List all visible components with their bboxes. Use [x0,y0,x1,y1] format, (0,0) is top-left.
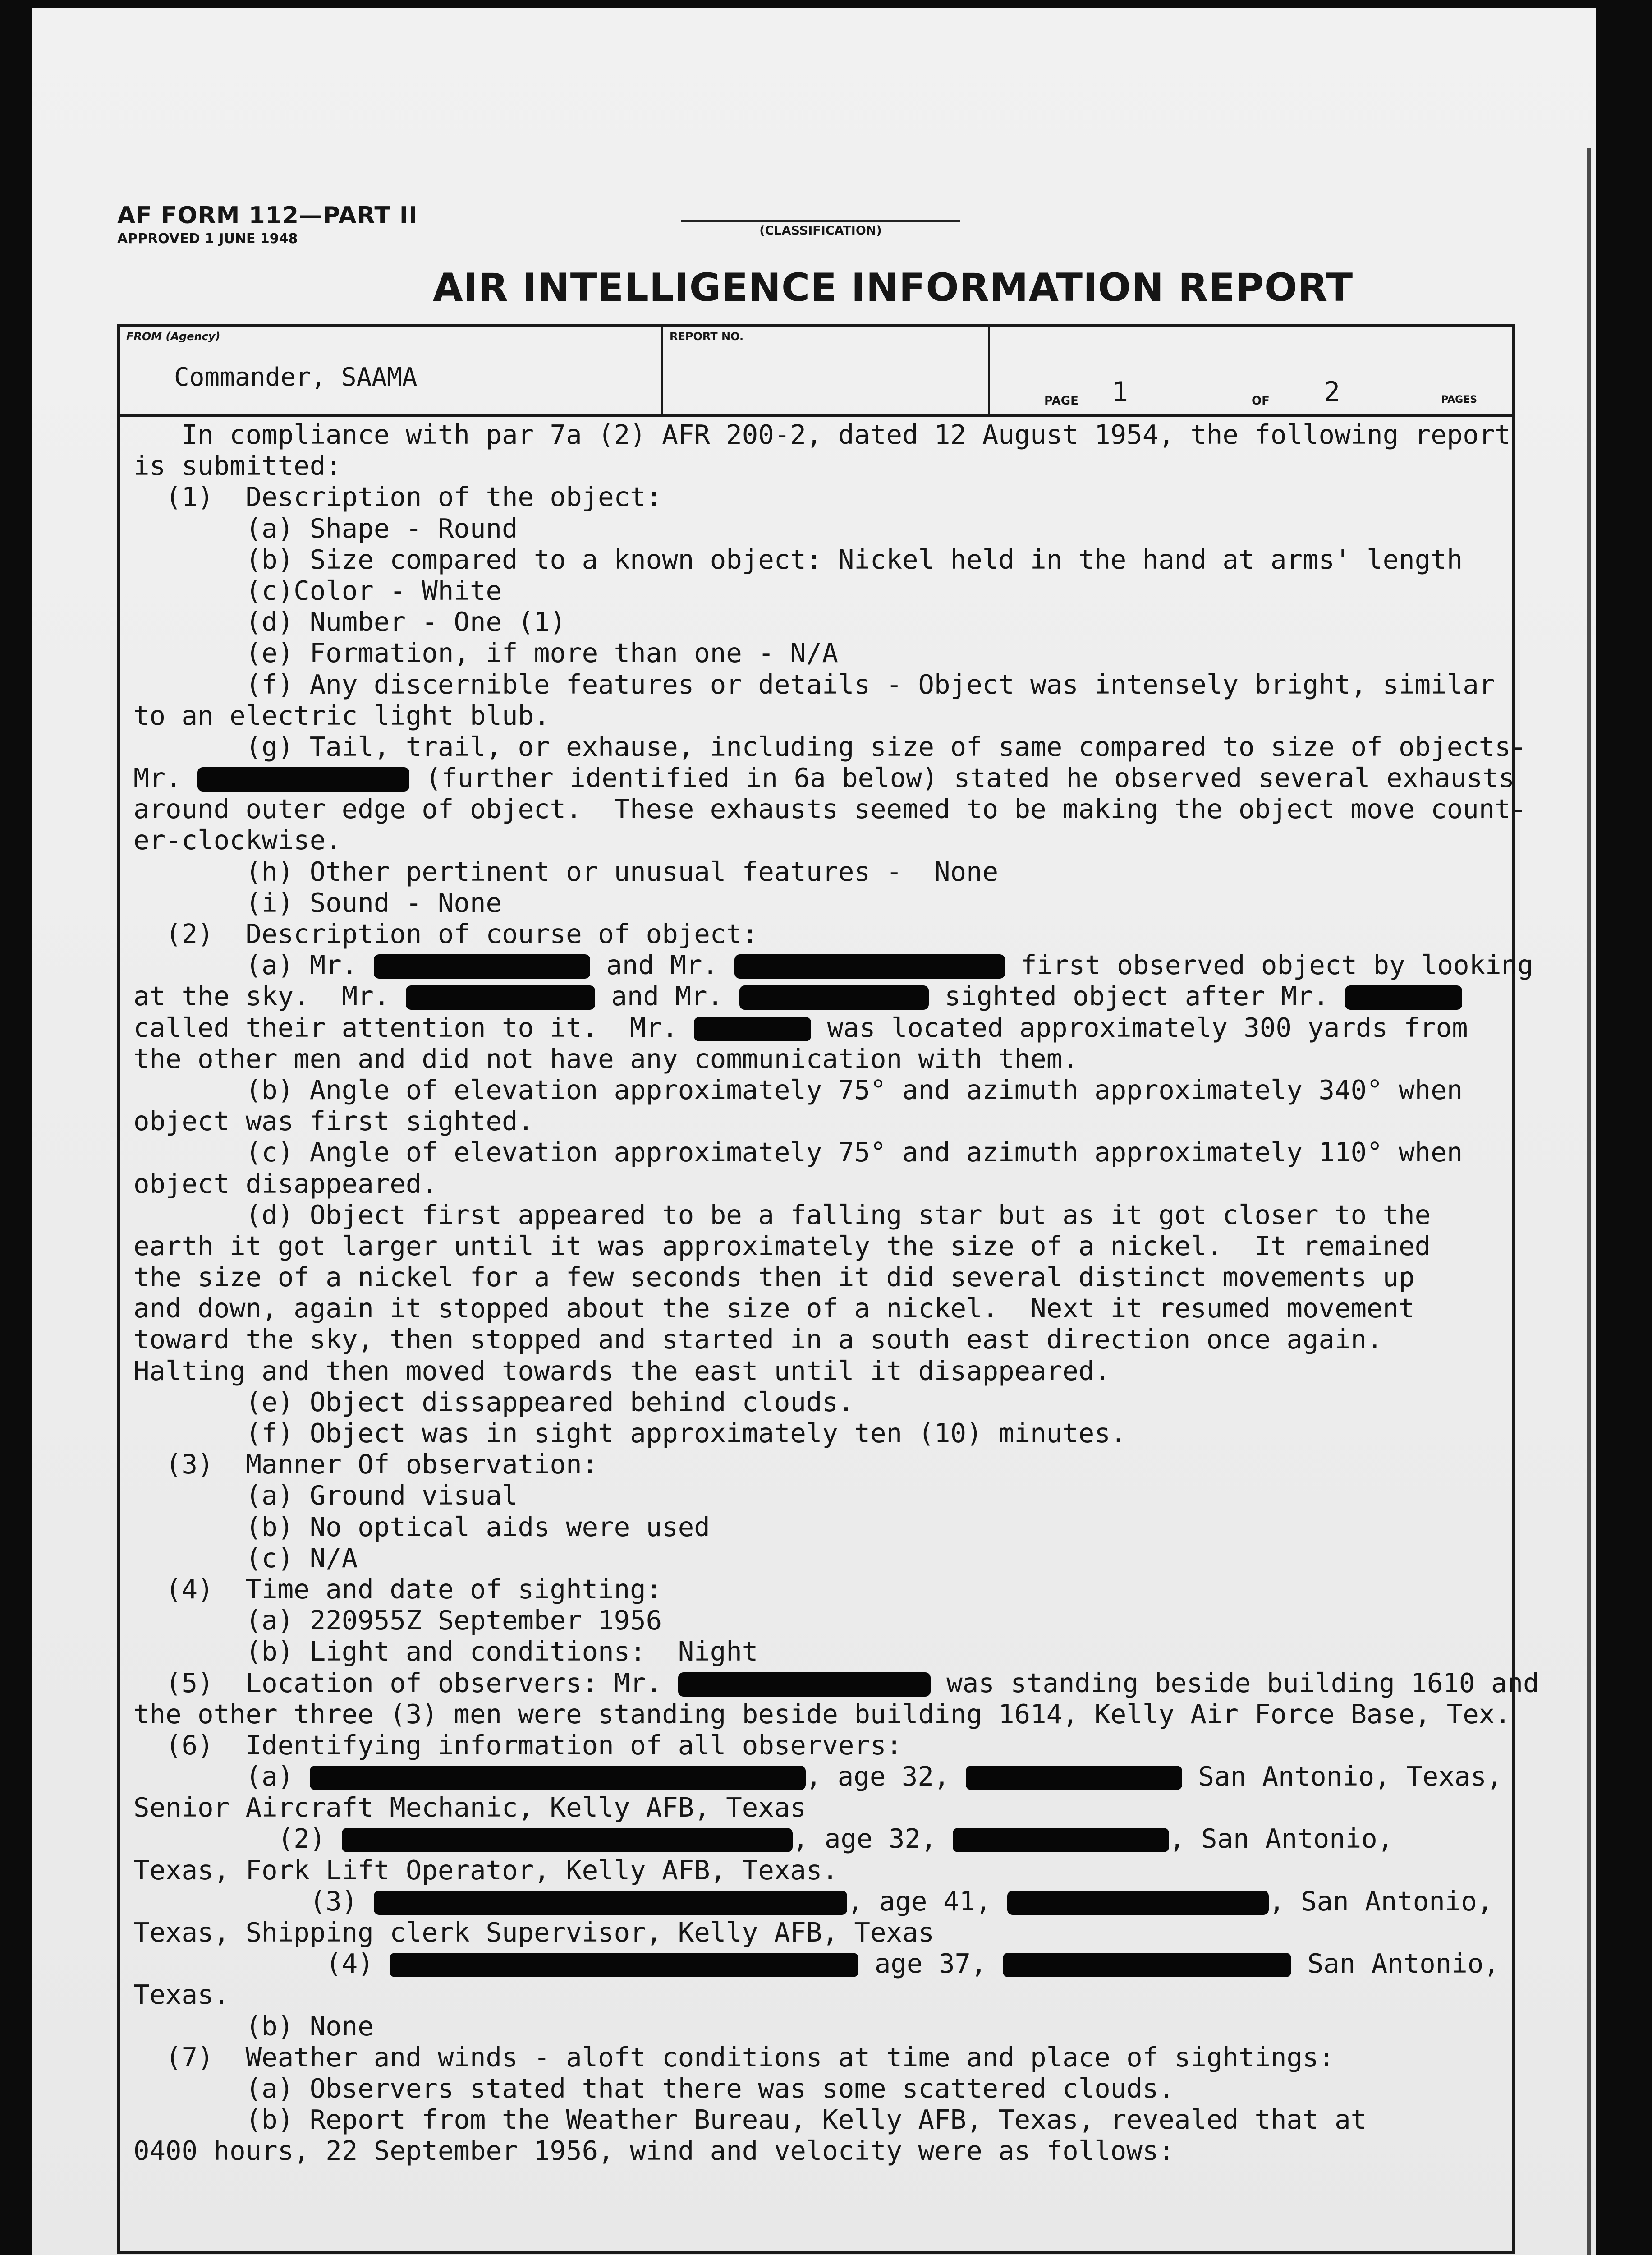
page-edge-line [1587,148,1591,2255]
redaction [1345,985,1462,1010]
body-line: (h) Other pertinent or unusual features - None [133,856,999,887]
body-line: object was first sighted. [133,1105,534,1137]
body-line: (c)Color - White [133,575,502,606]
form-header [117,202,418,247]
body-line: (7) Weather and winds - aloft conditions at time and place of sightings: [133,2041,1335,2073]
pages-label: PAGES [1441,394,1478,405]
redaction [342,1828,793,1852]
line-text: (a) Mr. [133,949,374,981]
body-line: (a) Observers stated that there was some scattered clouds. [133,2072,1175,2104]
report-body [133,419,1539,2167]
redaction [406,985,595,1010]
form-id: AF FORM 112—PART II [117,202,418,229]
body-line: object disappeared. [133,1168,438,1199]
document-page [32,8,1596,2255]
line-text: first observed object by looking [1005,949,1533,981]
body-line [133,1886,1504,1917]
line-text: and Mr. [590,949,734,981]
body-line: the size of a nickel for a few seconds then it did several distinct movements up [133,1261,1415,1293]
from-label: FROM (Agency) [126,330,220,343]
body-line: Texas, Shipping clerk Supervisor, Kelly AFB, Texas [133,1917,935,1948]
redaction [197,767,409,792]
redaction [739,985,929,1010]
redaction [734,954,1005,979]
redaction [310,1766,806,1790]
body-line: (g) Tail, trail, or exhause, including size of same compared to size of objects- [133,731,1527,762]
redaction [694,1017,811,1041]
body-line: (4) Time and date of sighting: [133,1573,662,1605]
body-line: (b) Report from the Weather Bureau, Kelly AFB, Texas, revealed that at [133,2104,1367,2135]
redaction [678,1672,931,1697]
report-frame [117,324,1539,2254]
line-text: (3) [133,1885,374,1917]
line-text: at the sky. Mr. [133,980,406,1012]
from-value: Commander, SAAMA [174,363,418,392]
body-line: (b) Size compared to a known object: Nickel held in the hand at arms' length [133,543,1463,575]
body-line: is submitted: [133,450,342,482]
body-line: (a) Ground visual [133,1480,518,1511]
line-text: (a) [133,1761,310,1792]
body-line [133,949,1533,981]
body-line: the other men and did not have any communication with them. [133,1043,1078,1074]
body-line: (f) Object was in sight approximately ten (10) minutes. [133,1417,1127,1449]
from-cell [120,327,663,414]
body-line [133,1012,1504,1043]
body-line: (b) No optical aids were used [133,1511,710,1542]
body-line: (b) Angle of elevation approximately 75° and azimuth approximately 340° when [133,1074,1463,1105]
body-line: to an electric light blub. [133,700,550,731]
body-line: Senior Aircraft Mechanic, Kelly AFB, Texas [133,1792,806,1823]
line-text: (5) Location of observers: Mr. [133,1667,678,1698]
line-text: was located approximately 300 yards from [811,1012,1468,1043]
page-label: PAGE [1044,394,1078,408]
body-line: (f) Any discernible features or details - Object was intensely bright, similar [133,668,1495,700]
redaction [374,954,590,979]
redaction [1007,1891,1269,1915]
approval-date: APPROVED 1 JUNE 1948 [117,231,298,247]
of-label: OF [1252,394,1270,408]
body-line [133,1823,1504,1854]
line-text: called their attention to it. Mr. [133,1012,694,1043]
body-line [133,980,1504,1012]
body-line: (2) Description of course of object: [133,918,758,949]
page-value: 1 [1112,376,1129,408]
report-no-cell [663,327,990,414]
body-line: 0400 hours, 22 September 1956, wind and velocity were as follows: [133,2135,1175,2167]
body-line [133,762,1515,794]
line-text: Mr. [133,762,198,794]
body-line: (a) 220955Z September 1956 [133,1605,662,1636]
redaction [1003,1953,1291,1977]
body-line [133,1761,1504,1792]
line-text: , San Antonio, [1269,1885,1493,1917]
line-text: age 37, [858,1948,1003,1979]
line-text: , age 32, [792,1823,953,1855]
body-line: (e) Object dissappeared behind clouds. [133,1386,854,1417]
body-line: Texas. [133,1979,230,2011]
body-line: (b) Light and conditions: Night [133,1636,758,1667]
body-line: er-clockwise. [133,824,342,856]
line-text: (4) [133,1948,390,1979]
redaction [953,1828,1169,1852]
redaction [966,1766,1182,1790]
line-text: , age 32, [805,1761,966,1792]
line-text: was standing beside building 1610 and [930,1667,1539,1698]
line-text: (2) [133,1823,342,1855]
body-line: (a) Shape - Round [133,512,518,544]
of-value: 2 [1324,376,1340,408]
redaction [374,1891,847,1915]
body-line: (i) Sound - None [133,887,502,918]
body-line: the other three (3) men were standing beside building 1614, Kelly Air Force Base, Tex. [133,1698,1511,1730]
line-text: San Antonio, Texas, [1182,1761,1503,1792]
body-line: and down, again it stopped about the size of a nickel. Next it resumed movement [133,1293,1415,1324]
redaction [390,1953,858,1977]
body-line: around outer edge of object. These exhausts seemed to be making the object move count- [133,793,1527,825]
body-line: earth it got larger until it was approximately the size of a nickel. It remained [133,1230,1431,1261]
body-line: (3) Manner Of observation: [133,1449,598,1480]
body-line: Texas, Fork Lift Operator, Kelly AFB, Texas. [133,1854,838,1886]
body-line: toward the sky, then stopped and started in a south east direction once again. [133,1324,1383,1355]
report-no-label: REPORT NO. [670,330,744,343]
line-text: San Antonio, [1291,1948,1500,1979]
line-text: , age 41, [847,1885,1008,1917]
line-text: (further identified in 6a below) stated he observed several exhausts [409,762,1515,794]
header-row [120,327,1512,417]
body-line [133,1667,1539,1698]
body-line: (c) Angle of elevation approximately 75° and azimuth approximately 110° when [133,1137,1463,1168]
body-line: (6) Identifying information of all observers: [133,1729,903,1761]
body-line [133,1948,1504,1979]
line-text: and Mr. [595,980,739,1012]
body-line: (d) Number - One (1) [133,606,566,638]
line-text: sighted object after Mr. [928,980,1345,1012]
body-line: (d) Object first appeared to be a falling star but as it got closer to the [133,1199,1431,1230]
body-line: (b) None [133,2010,374,2042]
body-line: (1) Description of the object: [133,481,662,513]
body-line: (c) N/A [133,1542,358,1574]
line-text: , San Antonio, [1169,1823,1394,1855]
body-line: (e) Formation, if more than one - N/A [133,637,838,669]
body-line: Halting and then moved towards the east until it disappeared. [133,1355,1111,1386]
body-line: In compliance with par 7a (2) AFR 200-2, dated 12 August 1954, the following report [133,419,1511,450]
report-title: AIR INTELLIGENCE INFORMATION REPORT [433,265,1354,310]
classification-top: (CLASSIFICATION) [681,220,960,238]
page-cell [990,327,1512,414]
